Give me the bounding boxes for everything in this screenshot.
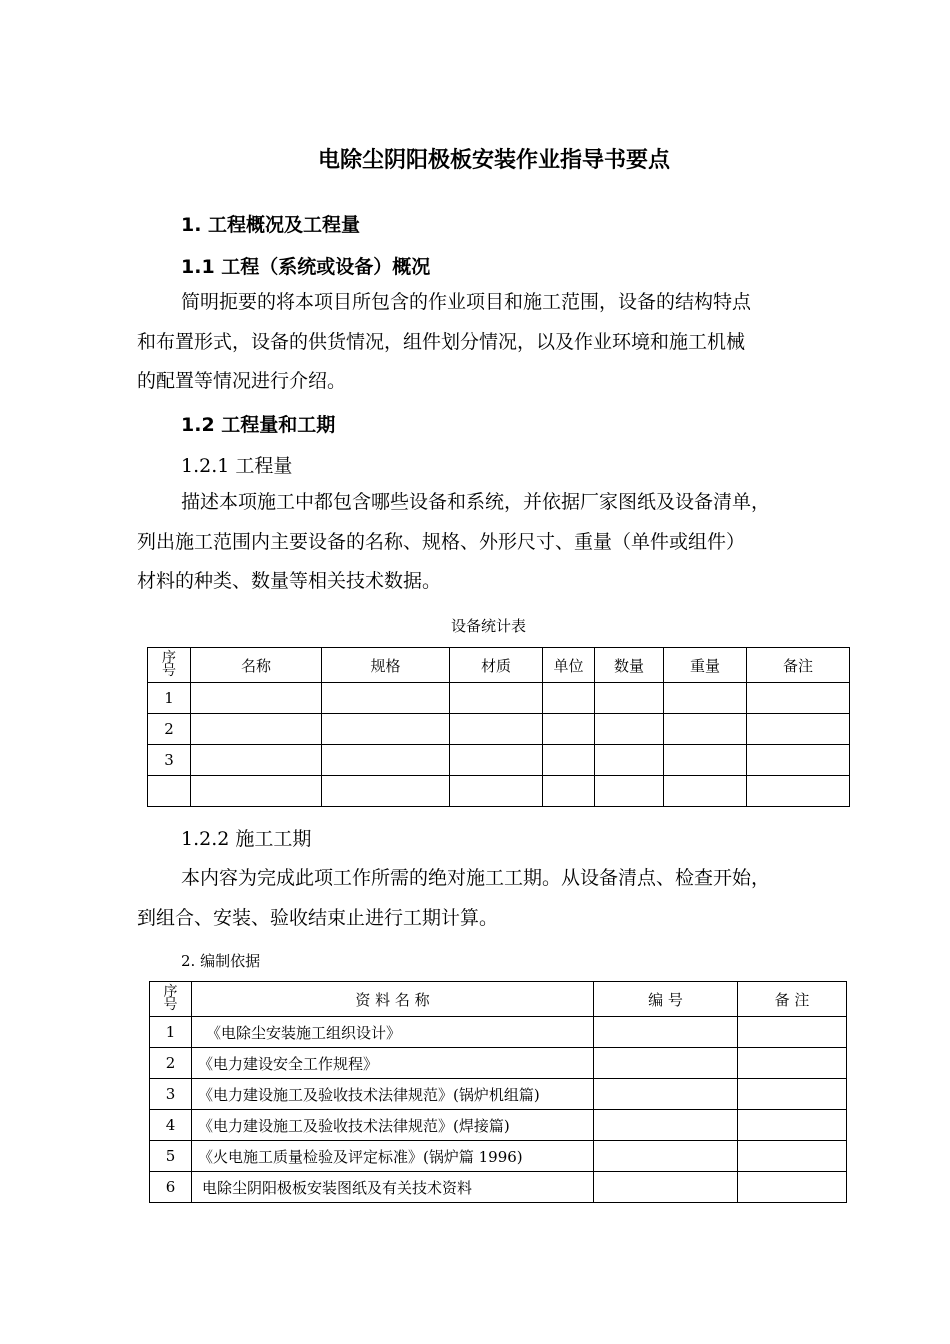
header-quantity: 数量 [595,648,664,683]
paragraph-line: 到组合、安装、验收结束止进行工期计算。 [137,906,499,929]
equipment-table [147,647,850,807]
cell: 3 [150,1079,192,1110]
cell [322,745,450,776]
cell [738,1048,847,1079]
cell: 《电力建设施工及验收技术法律规范》(焊接篇) [192,1110,594,1141]
cell: 《电力建设施工及验收技术法律规范》(锅炉机组篇) [192,1079,594,1110]
cell: 1 [148,683,191,714]
cell [664,714,747,745]
cell [664,683,747,714]
cell [148,776,191,807]
cell [543,745,595,776]
section-1-2-2-paragraph [137,859,770,938]
paragraph-line: 简明扼要的将本项目所包含的作业项目和施工范围，设备的结构特点 [181,291,752,313]
section-1-heading: 1. 工程概况及工程量 [181,214,361,236]
cell [450,745,543,776]
header-unit: 单位 [543,648,595,683]
cell [543,683,595,714]
header-seq: 序 号 [150,982,192,1017]
cell [450,776,543,807]
cell [322,776,450,807]
table-header-row [148,648,850,683]
header-doc-name: 资 料 名 称 [192,982,594,1017]
header-seq: 序 号 [148,648,191,683]
cell [450,714,543,745]
section-2-heading: 2. 编制依据 [181,952,261,970]
cell: 1 [150,1017,192,1048]
table-row [150,1017,847,1048]
cell [664,745,747,776]
cell [543,776,595,807]
cell [191,776,322,807]
header-name: 名称 [191,648,322,683]
paragraph-line: 材料的种类、数量等相关技术数据。 [137,570,442,592]
cell [595,683,664,714]
table-row [150,1048,847,1079]
cell [191,683,322,714]
cell [738,1110,847,1141]
paragraph-line: 本内容为完成此项工作所需的绝对施工工期。从设备清点、检查开始， [181,867,771,889]
equipment-table-caption: 设备统计表 [451,617,527,635]
cell [595,776,664,807]
section-1-2-2-heading: 1.2.2 施工工期 [181,828,312,850]
cell: 2 [150,1048,192,1079]
cell [664,776,747,807]
cell [738,1141,847,1172]
table-row [148,683,850,714]
cell [543,714,595,745]
cell [738,1079,847,1110]
paragraph-line: 描述本项施工中都包含哪些设备和系统，并依据厂家图纸及设备清单， [181,491,771,513]
cell [594,1172,738,1203]
paragraph-line: 和布置形式，设备的供货情况，组件划分情况，以及作业环境和施工机械 [137,330,746,353]
section-1-2-heading: 1.2 工程量和工期 [181,414,336,436]
table-row [150,1172,847,1203]
header-remark: 备 注 [738,982,847,1017]
paragraph-line: 的配置等情况进行介绍。 [137,370,347,392]
section-1-1-paragraph [137,283,751,402]
cell [450,683,543,714]
cell [738,1172,847,1203]
cell [594,1110,738,1141]
cell [747,683,850,714]
cell [595,745,664,776]
page-title: 电除尘阴阳极板安装作业指导书要点 [318,148,671,173]
cell [594,1141,738,1172]
table-row [148,776,850,807]
cell [191,745,322,776]
cell: 《电除尘安装施工组织设计》 [192,1017,594,1048]
cell [594,1079,738,1110]
cell [747,745,850,776]
header-remark: 备注 [747,648,850,683]
cell: 6 [150,1172,192,1203]
table-row [148,714,850,745]
cell: 《火电施工质量检验及评定标准》(锅炉篇 1996) [192,1141,594,1172]
cell [322,683,450,714]
table-header-row [150,982,847,1017]
cell: 5 [150,1141,192,1172]
section-1-1-heading: 1.1 工程（系统或设备）概况 [181,256,431,278]
table-row [150,1110,847,1141]
header-material: 材质 [450,648,543,683]
cell: 2 [148,714,191,745]
table-row [150,1079,847,1110]
cell [747,714,850,745]
paragraph-line: 列出施工范围内主要设备的名称、规格、外形尺寸、重量（单件或组件） [137,530,746,553]
cell: 3 [148,745,191,776]
cell: 《电力建设安全工作规程》 [192,1048,594,1079]
section-1-2-1-paragraph [137,483,770,602]
header-weight: 重量 [664,648,747,683]
cell [738,1017,847,1048]
reference-table [149,981,847,1203]
cell [747,776,850,807]
cell: 4 [150,1110,192,1141]
cell [594,1048,738,1079]
cell [191,714,322,745]
table-row [148,745,850,776]
cell: 电除尘阴阳极板安装图纸及有关技术资料 [192,1172,594,1203]
section-1-2-1-heading: 1.2.1 工程量 [181,455,293,477]
cell [594,1017,738,1048]
cell [595,714,664,745]
header-doc-number: 编 号 [594,982,738,1017]
cell [322,714,450,745]
header-spec: 规格 [322,648,450,683]
table-row [150,1141,847,1172]
